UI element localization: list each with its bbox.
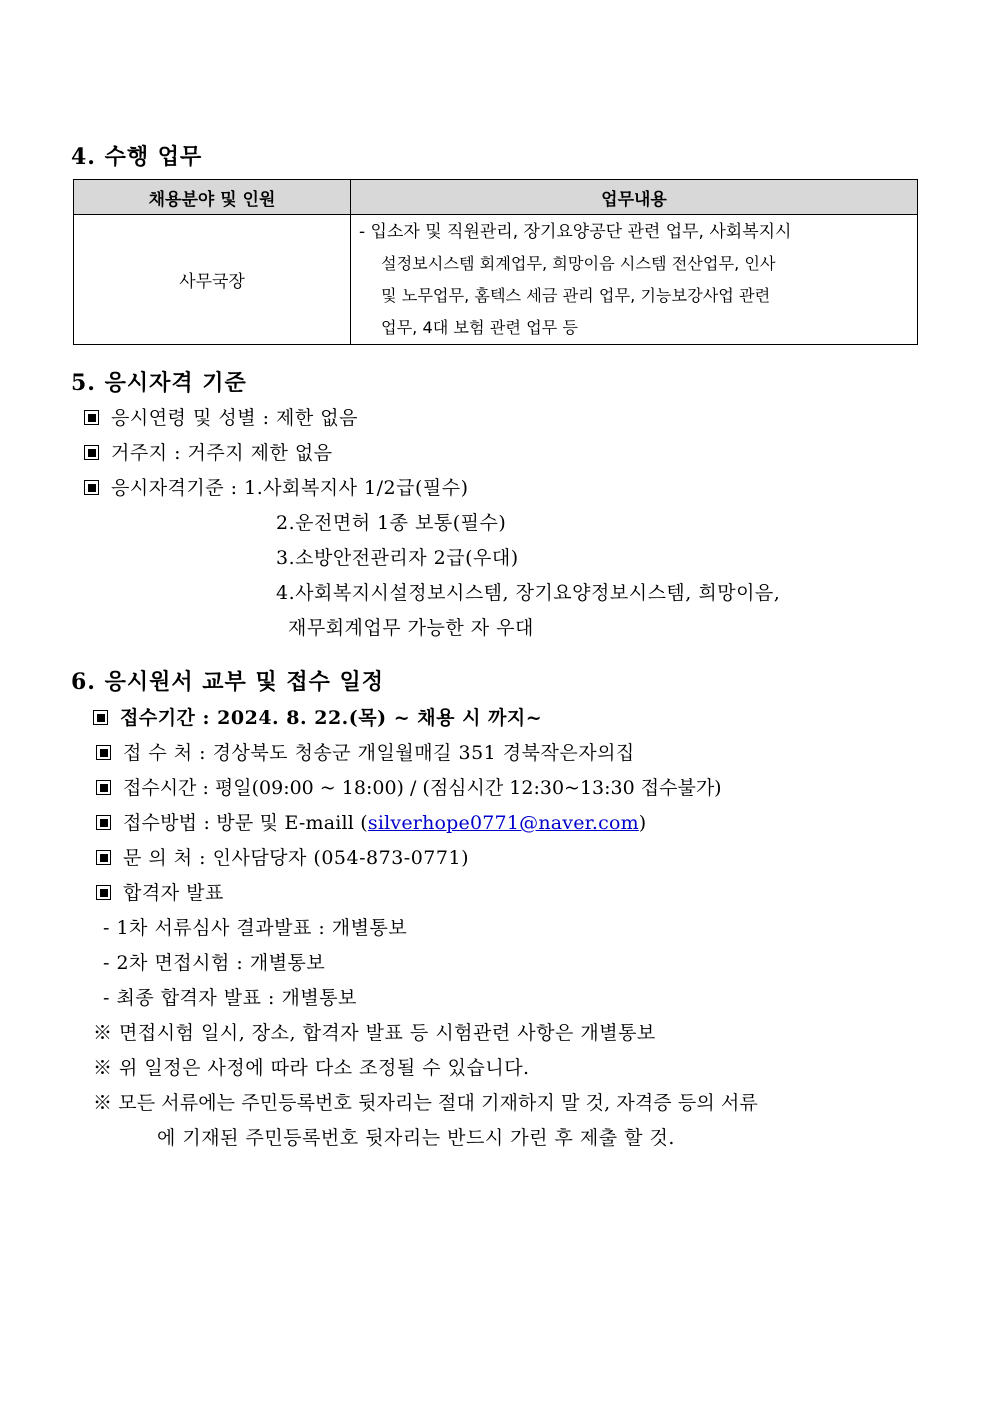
item-text: 응시연령 및 성별 : 제한 없음 bbox=[111, 407, 358, 429]
announce-item: - 1차 서류심사 결과발표 : 개별통보 bbox=[103, 917, 408, 939]
period-text: 접수기간 : 2024. 8. 22.(목) ~ 채용 시 까지~ bbox=[120, 707, 543, 729]
square-bullet-icon bbox=[96, 850, 111, 865]
duty-line: 설정보시스템 회계업무, 희망이음 시스템 전산업무, 인사 bbox=[381, 254, 776, 273]
table-header-row bbox=[74, 180, 918, 215]
schedule-contact bbox=[96, 843, 469, 870]
item-text: 응시자격기준 : 1.사회복지사 1/2급(필수) bbox=[111, 477, 469, 499]
method-suffix: ) bbox=[638, 812, 647, 834]
square-bullet-icon bbox=[84, 410, 99, 425]
item-text: 거주지 : 거주지 제한 없음 bbox=[111, 442, 333, 464]
note-line: ※ 모든 서류에는 주민등록번호 뒷자리는 절대 기재하지 말 것, 자격증 등의 서류 bbox=[93, 1092, 758, 1114]
duty-table bbox=[73, 179, 918, 345]
cell-field: 사무국장 bbox=[74, 215, 351, 345]
duty-line: 업무, 4대 보험 관련 업무 등 bbox=[381, 318, 578, 337]
criteria-line: 3.소방안전관리자 2급(우대) bbox=[276, 547, 519, 569]
announce-title bbox=[96, 878, 224, 905]
square-bullet-icon bbox=[84, 445, 99, 460]
method-prefix: 접수방법 : 방문 및 E-maill ( bbox=[123, 812, 368, 834]
qualification-item bbox=[84, 473, 469, 500]
section-6-title: 6. 응시원서 교부 및 접수 일정 bbox=[71, 669, 385, 695]
criteria-line: 4.사회복지시설정보시스템, 장기요양정보시스템, 희망이음, bbox=[276, 582, 781, 604]
announce-title-text: 합격자 발표 bbox=[123, 882, 224, 904]
note-line: ※ 위 일정은 사정에 따라 다소 조정될 수 있습니다. bbox=[93, 1057, 530, 1079]
duty-line: 및 노무업무, 홈텍스 세금 관리 업무, 기능보강사업 관련 bbox=[381, 286, 771, 305]
qualification-item bbox=[84, 403, 358, 430]
cell-duties bbox=[351, 215, 918, 345]
criteria-line: 2.운전면허 1종 보통(필수) bbox=[276, 512, 507, 534]
announce-item: - 최종 합격자 발표 : 개별통보 bbox=[103, 987, 357, 1009]
table-row bbox=[74, 215, 918, 345]
section-4-title: 4. 수행 업무 bbox=[71, 144, 203, 170]
email-link[interactable]: silverhope0771@naver.com bbox=[367, 812, 639, 834]
header-field: 채용분야 및 인원 bbox=[74, 180, 351, 215]
note-line: ※ 면접시험 일시, 장소, 합격자 발표 등 시험관련 사항은 개별통보 bbox=[93, 1022, 656, 1044]
square-bullet-icon bbox=[93, 710, 108, 725]
square-bullet-icon bbox=[96, 745, 111, 760]
square-bullet-icon bbox=[96, 815, 111, 830]
schedule-hours bbox=[96, 773, 722, 800]
qualification-item bbox=[84, 438, 333, 465]
section-5-title: 5. 응시자격 기준 bbox=[71, 370, 247, 396]
square-bullet-icon bbox=[96, 885, 111, 900]
hours-text: 접수시간 : 평일(09:00 ~ 18:00) / (점심시간 12:30~13:30 접수불가) bbox=[123, 777, 722, 799]
contact-text: 문 의 처 : 인사담당자 (054-873-0771) bbox=[123, 847, 469, 869]
schedule-place bbox=[96, 738, 635, 765]
header-duties: 업무내용 bbox=[351, 180, 918, 215]
criteria-line: 재무회계업무 가능한 자 우대 bbox=[288, 617, 534, 639]
note-line-continued: 에 기재된 주민등록번호 뒷자리는 반드시 가린 후 제출 할 것. bbox=[157, 1127, 675, 1149]
square-bullet-icon bbox=[96, 780, 111, 795]
place-text: 접 수 처 : 경상북도 청송군 개일월매길 351 경북작은자의집 bbox=[123, 742, 635, 764]
square-bullet-icon bbox=[84, 480, 99, 495]
schedule-period bbox=[93, 703, 542, 730]
duty-line: - 입소자 및 직원관리, 장기요양공단 관련 업무, 사회복지시 bbox=[359, 222, 792, 242]
announce-item: - 2차 면접시험 : 개별통보 bbox=[103, 952, 326, 974]
schedule-method bbox=[96, 808, 646, 835]
